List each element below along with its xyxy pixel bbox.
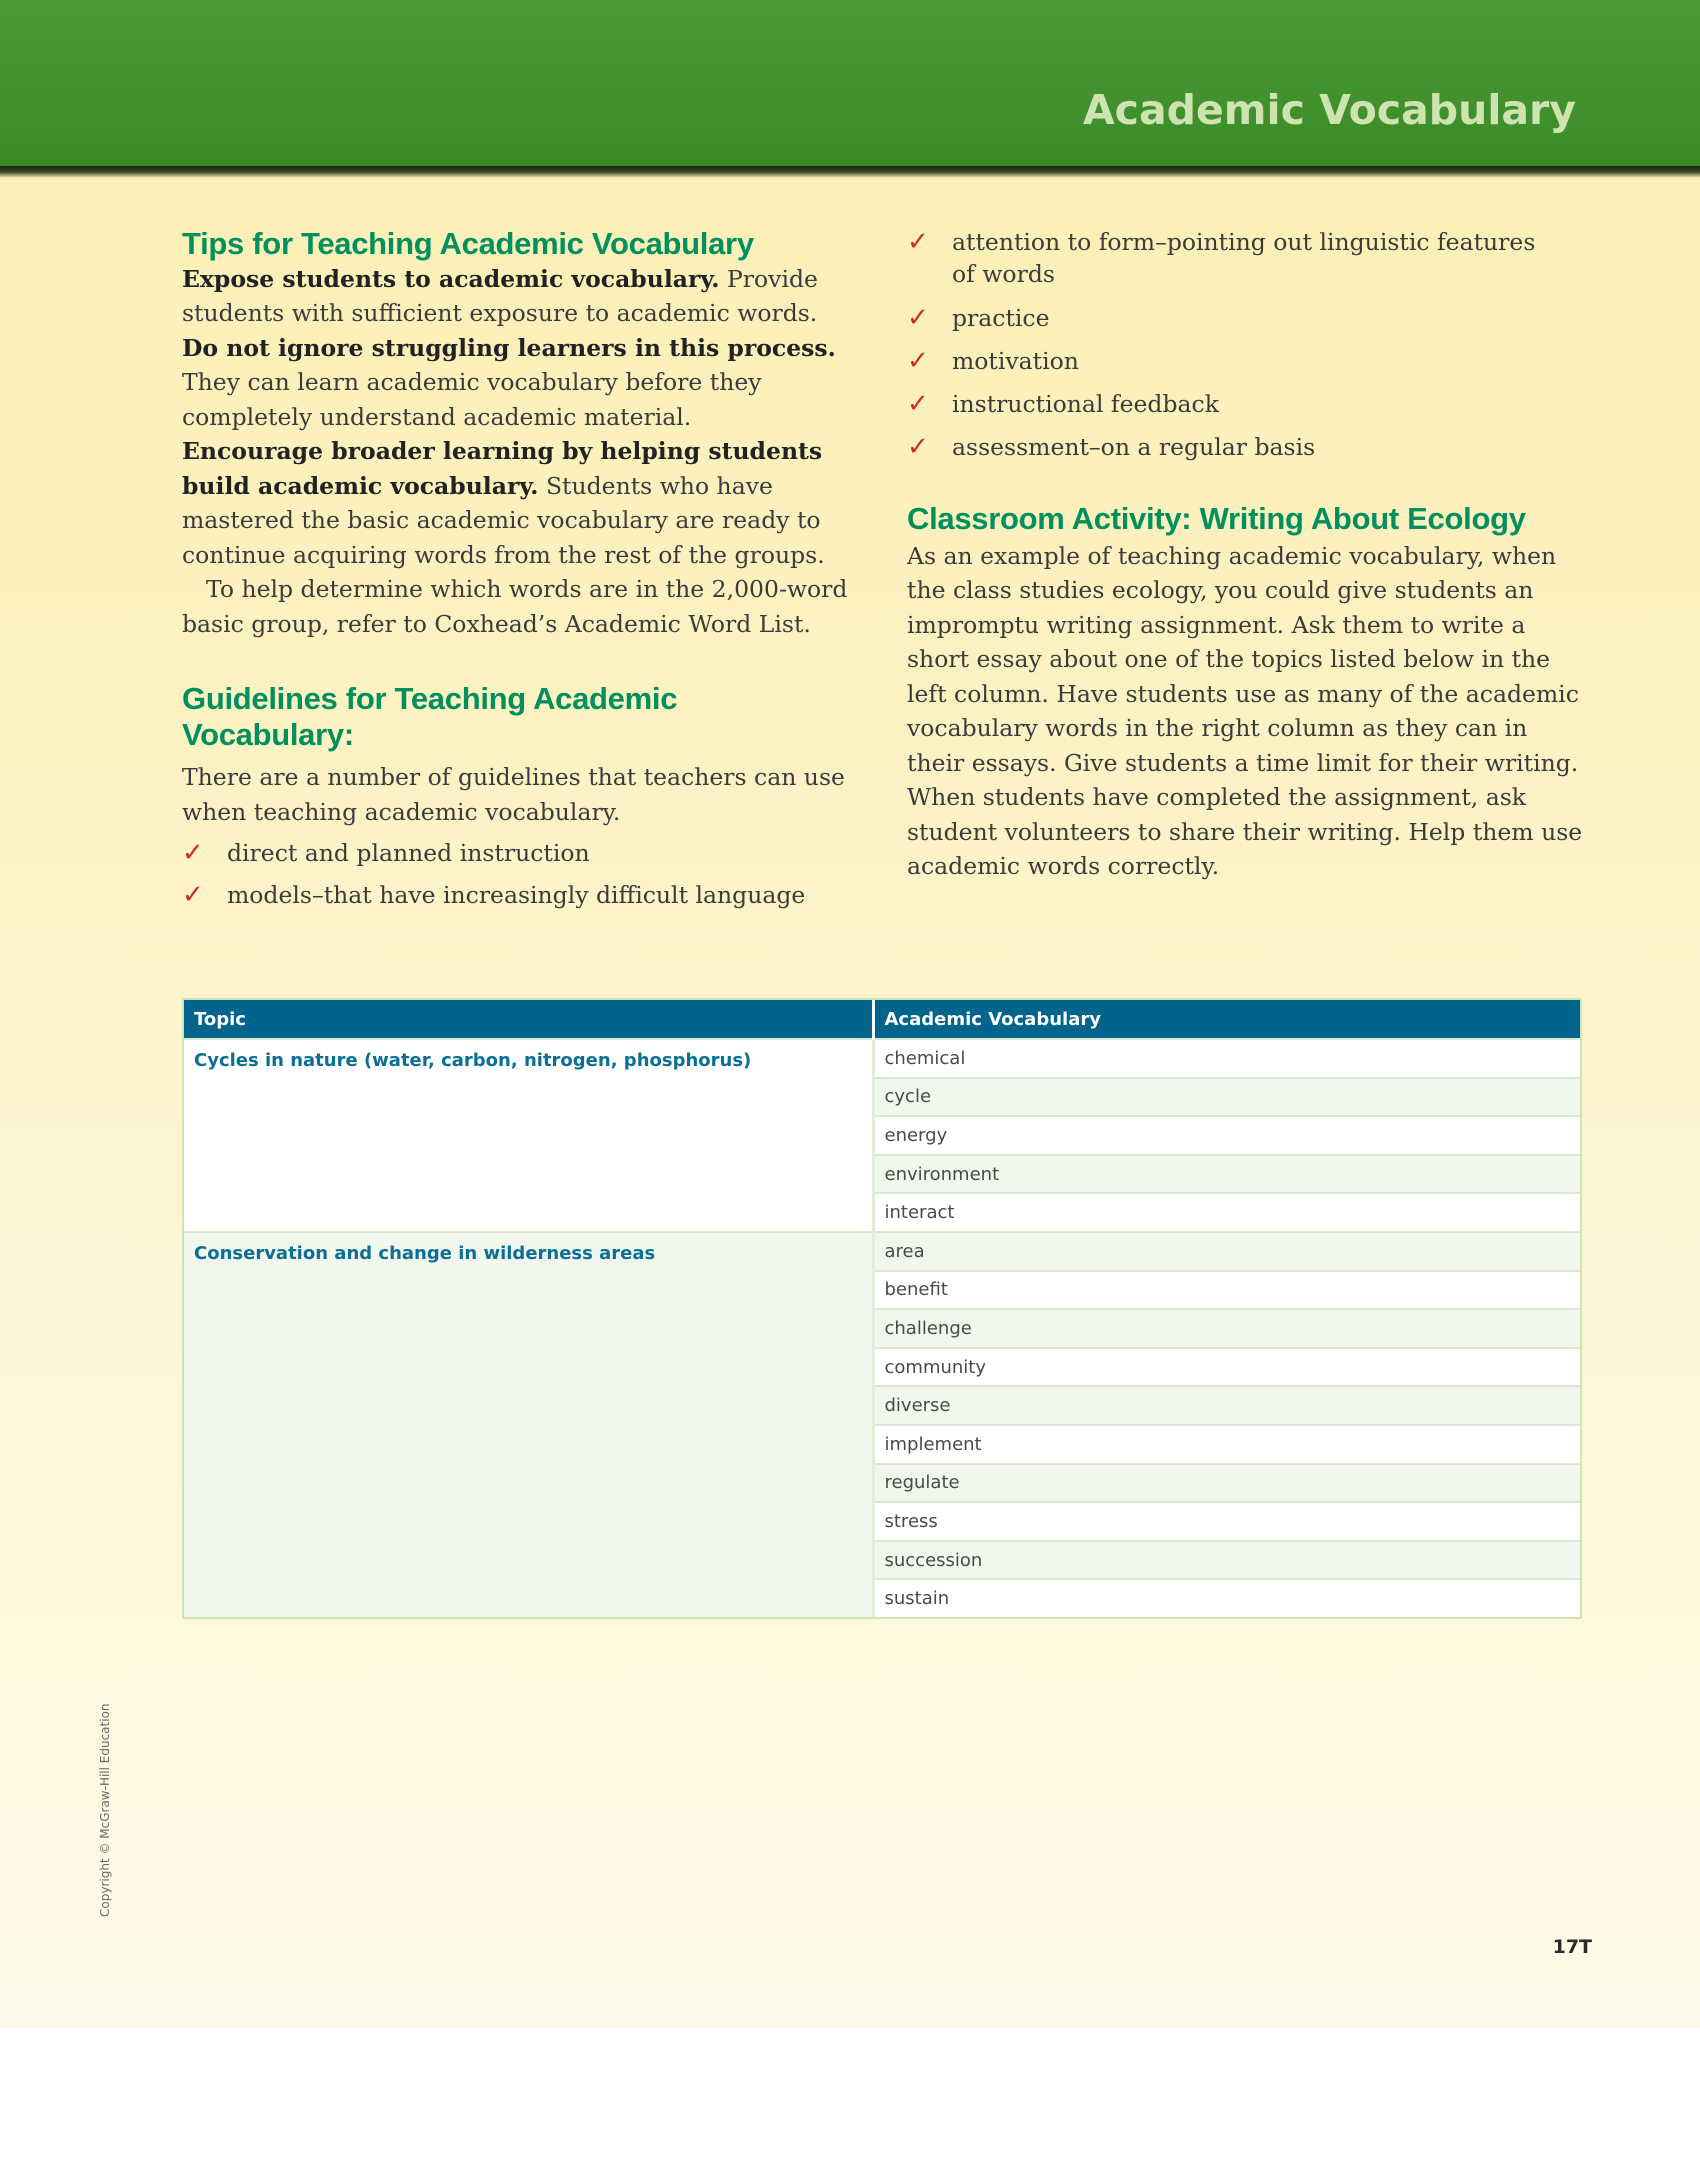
right-column <box>907 226 1587 884</box>
checkmark-icon: ✓ <box>907 303 929 333</box>
vocab-cell: area <box>873 1232 1580 1271</box>
tips-p3-text: Students who have mastered the basic academic vocabulary are ready to continue acquiring words from the rest of the groups. <box>182 471 825 569</box>
guideline-text: assessment–on a regular basis <box>952 433 1316 461</box>
checkmark-icon: ✓ <box>907 227 929 257</box>
guideline-text: practice <box>952 304 1050 332</box>
page-number: 17T <box>1552 1936 1592 1958</box>
guideline-item <box>182 879 850 911</box>
guideline-text: attention to form–pointing out linguistic features of words <box>952 228 1536 288</box>
guideline-item <box>907 226 1587 290</box>
vocab-cell: community <box>873 1348 1580 1387</box>
topic-cell: Cycles in nature (water, carbon, nitrogen, phosphorus) <box>184 1039 873 1232</box>
table-row <box>184 1039 1580 1078</box>
tips-p3-bold: Encourage broader learning by helping students build academic vocabulary. <box>182 437 823 500</box>
vocab-cell: benefit <box>873 1271 1580 1310</box>
table-row <box>184 1232 1580 1271</box>
column-header-topic: Topic <box>184 1000 873 1039</box>
vocab-cell: diverse <box>873 1386 1580 1425</box>
vocab-cell: sustain <box>873 1579 1580 1617</box>
vocab-cell: environment <box>873 1155 1580 1194</box>
guideline-item <box>907 388 1587 420</box>
checkmark-icon: ✓ <box>907 346 929 376</box>
guideline-text: instructional feedback <box>952 390 1219 418</box>
activity-text: As an example of teaching academic vocabulary, when the class studies ecology, you could give students an impromptu writing assignment. Ask them to write a short essay about one of the topics listed below in the left column. Have students use as many of the academic vocabulary words in the right column as they can in their essays. Give students a time limit for their writing. When students have completed the assignment, ask student volunteers to share their writing. Help them use academic words correctly. <box>907 541 1583 881</box>
vocab-cell: energy <box>873 1116 1580 1155</box>
guideline-item <box>907 345 1587 377</box>
tips-paragraph-2 <box>182 331 850 435</box>
guideline-text: models–that have increasingly difficult language <box>227 881 806 910</box>
vocab-cell: stress <box>873 1502 1580 1541</box>
guideline-item <box>907 431 1587 463</box>
checkmark-icon: ✓ <box>907 432 929 462</box>
guideline-text: motivation <box>952 347 1079 375</box>
guidelines-list-right <box>907 226 1587 463</box>
vocab-cell: regulate <box>873 1464 1580 1503</box>
table-header-row <box>184 1000 1580 1039</box>
tips-paragraph-3 <box>182 434 850 572</box>
vocab-cell: succession <box>873 1541 1580 1580</box>
guideline-item <box>907 302 1587 334</box>
guidelines-heading: Guidelines for Teaching Academic Vocabulary: <box>182 681 678 752</box>
header-divider <box>0 166 1700 178</box>
left-column <box>182 226 850 911</box>
checkmark-icon: ✓ <box>907 389 929 419</box>
guideline-item <box>182 837 850 869</box>
vocab-cell: cycle <box>873 1078 1580 1117</box>
tips-heading: Tips for Teaching Academic Vocabulary <box>182 226 754 261</box>
vocabulary-table <box>182 998 1582 1619</box>
tips-paragraph-1 <box>182 262 850 331</box>
tips-p1-bold: Expose students to academic vocabulary. <box>182 264 720 293</box>
vocabulary-table-grid <box>184 1000 1580 1617</box>
activity-heading: Classroom Activity: Writing About Ecology <box>907 501 1526 536</box>
vocab-cell: interact <box>873 1193 1580 1232</box>
guidelines-intro: There are a number of guidelines that teachers can use when teaching academic vocabulary. <box>182 763 845 826</box>
page-title: Academic Vocabulary <box>1082 86 1576 134</box>
checkmark-icon: ✓ <box>182 838 204 869</box>
vocab-cell: challenge <box>873 1309 1580 1348</box>
guideline-text: direct and planned instruction <box>227 839 590 868</box>
column-header-vocabulary: Academic Vocabulary <box>873 1000 1580 1039</box>
tips-p1-text: Provide students with sufficient exposure to academic words. <box>182 264 818 328</box>
guidelines-list-left <box>182 837 850 911</box>
tips-paragraph-4: To help determine which words are in the 2,000-word basic group, refer to Coxhead’s Academic Word List. <box>182 575 848 638</box>
vocab-cell: implement <box>873 1425 1580 1464</box>
header-banner <box>0 0 1700 166</box>
checkmark-icon: ✓ <box>182 880 204 911</box>
vocab-cell: chemical <box>873 1039 1580 1078</box>
copyright-notice: Copyright © McGraw-Hill Education <box>98 1703 112 1917</box>
topic-cell: Conservation and change in wilderness areas <box>184 1232 873 1617</box>
tips-p2-bold: Do not ignore struggling learners in this process. <box>182 333 836 362</box>
tips-p2-text: They can learn academic vocabulary before they completely understand academic material. <box>182 368 762 431</box>
